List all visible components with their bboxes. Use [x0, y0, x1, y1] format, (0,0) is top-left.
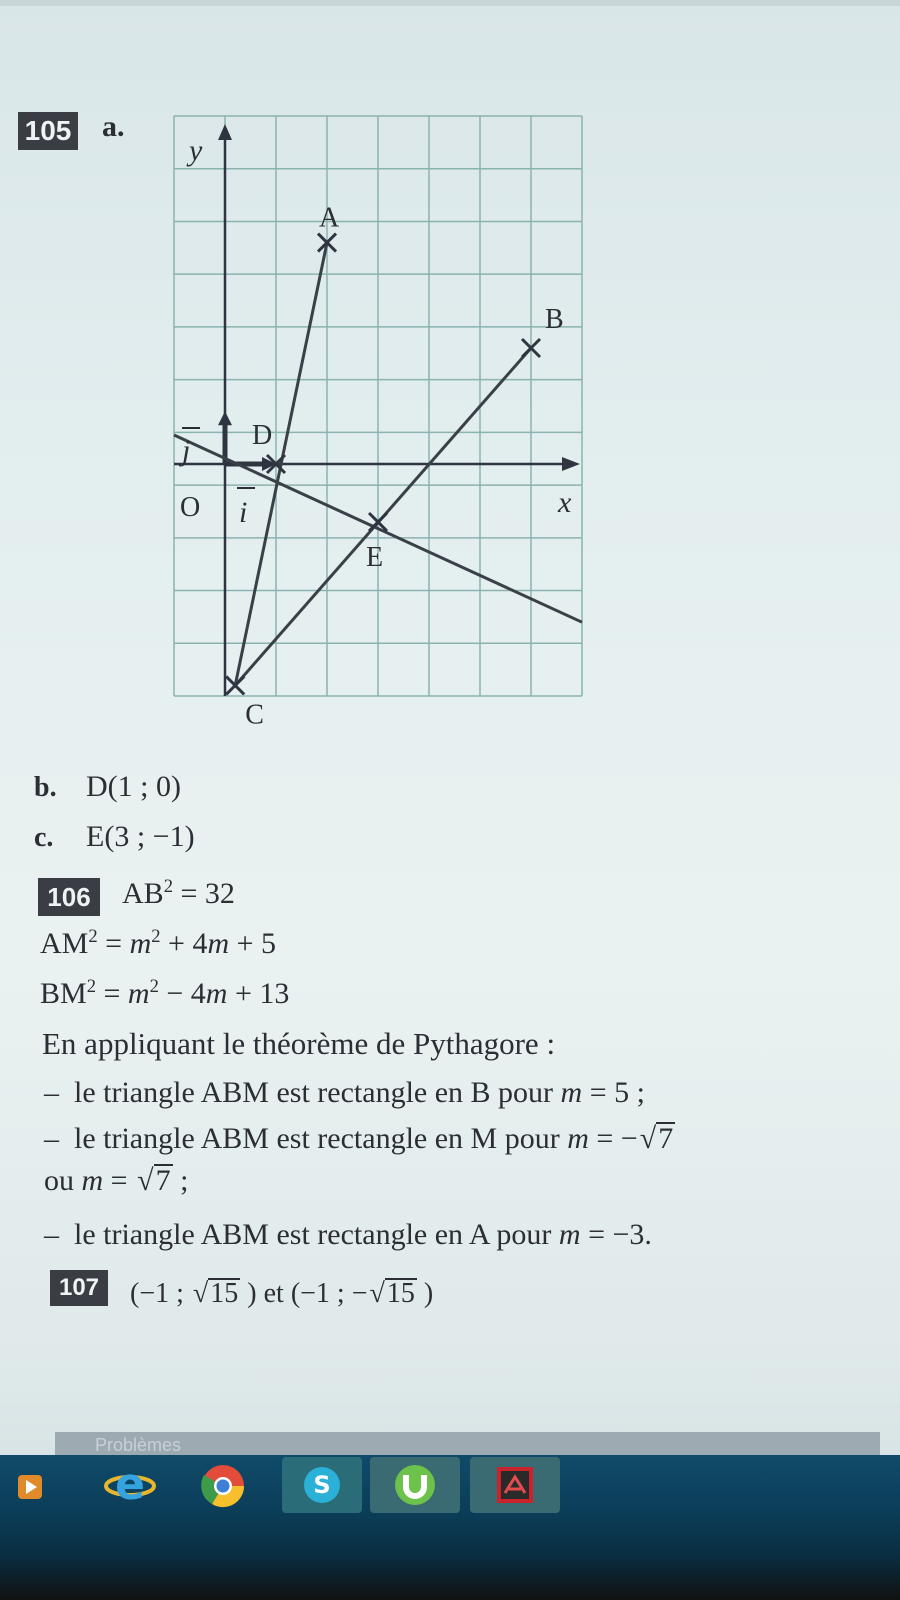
part-b-label: b.	[34, 772, 57, 803]
case-m-line-cont	[44, 1164, 188, 1198]
internet-explorer-icon[interactable]	[100, 1455, 160, 1513]
exercise-106-number: 106	[38, 878, 100, 916]
case-a-text: le triangle ABM est rectangle en A pour	[74, 1218, 559, 1251]
bm-m: m	[127, 977, 150, 1010]
vector-j-label: j	[182, 434, 191, 467]
part-c-answer: E(3 ; −1)	[86, 820, 195, 853]
case-b-m: m	[560, 1076, 583, 1109]
ab-value: = 32	[172, 877, 235, 910]
svg-text:e: e	[115, 1459, 145, 1510]
exercise-107-number: 107	[50, 1270, 108, 1306]
bm-term: − 4	[158, 977, 206, 1010]
x-axis-label: x	[558, 486, 572, 519]
bm-const: + 13	[227, 977, 290, 1010]
point-c-label: C	[245, 699, 264, 731]
case-b-value: = 5 ;	[582, 1076, 645, 1109]
origin-label: O	[180, 492, 201, 523]
svg-text:S: S	[313, 1471, 331, 1499]
point2-close: )	[416, 1278, 434, 1309]
am-squared-line: $AM^2 = m^2 + 4m + 5$	[40, 926, 277, 960]
coordinate-graph	[160, 110, 590, 731]
bm-squared-line: $BM^2 = m^2 - 4m + 13$	[40, 976, 290, 1010]
dash: –	[44, 1218, 59, 1251]
radicand: 15	[386, 1278, 415, 1309]
part-a-label: a.	[102, 110, 125, 143]
case-b-text: le triangle ABM est rectangle en B pour	[74, 1076, 561, 1109]
section-header-strip: Problèmes	[55, 1432, 880, 1458]
point-a-label: A	[319, 202, 340, 234]
dash: –	[44, 1122, 59, 1155]
pythagore-intro: En appliquant le théorème de Pythagore :	[42, 1026, 556, 1061]
ab-label: AB	[122, 877, 164, 910]
or-word: ou	[44, 1164, 82, 1197]
x-axis-arrow	[562, 457, 580, 471]
bm-m2: m	[205, 977, 228, 1010]
y-axis-label: y	[189, 134, 203, 167]
media-player-icon[interactable]	[10, 1467, 50, 1507]
am-label: AM	[40, 927, 89, 960]
bm-eq: =	[95, 977, 128, 1010]
ab-squared-line: $AB^2 = 32$	[122, 876, 235, 910]
case-a-m: m	[558, 1218, 581, 1251]
solutions-107	[130, 1278, 433, 1310]
am-m2: m	[207, 927, 230, 960]
case-m-m: m	[567, 1122, 589, 1155]
dash: –	[44, 1076, 59, 1109]
skype-icon[interactable]	[282, 1457, 362, 1513]
y-axis-arrow	[218, 124, 232, 140]
utorrent-icon[interactable]	[370, 1457, 460, 1513]
am-m: m	[129, 927, 152, 960]
case-m2-m: m	[81, 1164, 104, 1197]
case-m2-end: ;	[172, 1164, 189, 1197]
case-b-line	[44, 1076, 645, 1110]
radicand: 7	[155, 1164, 171, 1197]
taskbar	[0, 1455, 900, 1600]
acrobat-reader-icon[interactable]	[470, 1457, 560, 1513]
part-c-label: c.	[34, 822, 54, 853]
case-a-line	[44, 1218, 652, 1252]
point-e-label: E	[366, 542, 384, 573]
case-m-line	[44, 1122, 675, 1156]
vector-j-arrow	[218, 411, 232, 425]
am-term: + 4	[160, 927, 208, 960]
point1-close: ) et (−1 ; −	[240, 1278, 368, 1309]
am-const: + 5	[229, 927, 277, 960]
radicand: 15	[210, 1278, 239, 1309]
sqrt-15-a: √15	[192, 1278, 239, 1309]
exercise-105-number: 105	[18, 112, 78, 150]
point1-open: (−1 ;	[130, 1278, 191, 1309]
point-d-label: D	[252, 420, 273, 451]
case-m-text: le triangle ABM est rectangle en M pour	[74, 1122, 568, 1155]
sqrt-15-b: √15	[369, 1278, 415, 1309]
chrome-icon[interactable]	[198, 1461, 248, 1511]
radicand: 7	[658, 1122, 674, 1155]
top-border	[0, 0, 900, 6]
point-b-label: B	[545, 304, 564, 335]
vector-i-label: i	[239, 496, 248, 529]
bm-label: BM	[40, 977, 87, 1010]
am-eq: =	[97, 927, 130, 960]
sqrt-7-neg: √7	[639, 1122, 674, 1155]
case-m2-eq: =	[103, 1164, 136, 1197]
part-b-answer: D(1 ; 0)	[86, 770, 181, 803]
case-m-value: = −	[588, 1122, 638, 1155]
sqrt-7-pos: √7	[137, 1164, 171, 1197]
case-a-value: = −3.	[580, 1218, 652, 1251]
